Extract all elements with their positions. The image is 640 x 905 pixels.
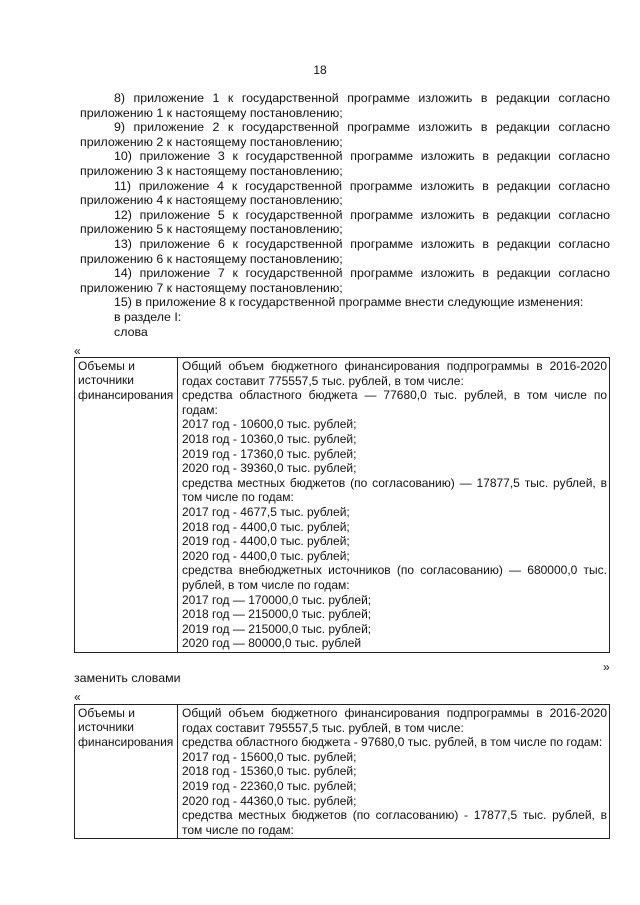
extra-year: 2020 год — 80000,0 тыс. рублей	[182, 636, 362, 651]
funding-intro: Общий объем бюджетного финансирования подпрограммы в 2016-2020 годах составит 775557,5 тыс. рублей, в том числе:	[182, 359, 607, 388]
local-budget: средства местных бюджетов (по согласованию) - 17877,5 тыс. рублей, в том числе по годам:	[182, 808, 607, 837]
open-quote: «	[74, 344, 81, 358]
list-item: 11) приложение 4 к государственной программе изложить в редакции согласно приложению 4 к настоящему постановлению;	[80, 178, 610, 208]
replace-label: заменить словами	[74, 671, 181, 685]
close-quote: »	[603, 660, 610, 674]
regional-year: 2020 год - 39360,0 тыс. рублей;	[182, 461, 357, 476]
extra-year: 2018 год — 215000,0 тыс. рублей;	[182, 607, 372, 622]
extra-year: 2017 год — 170000,0 тыс. рублей;	[182, 592, 372, 607]
local-year: 2020 год - 4400,0 тыс. рублей;	[182, 548, 350, 563]
local-year: 2017 год - 4677,5 тыс. рублей;	[182, 504, 350, 519]
regional-year: 2019 год - 22360,0 тыс. рублей;	[182, 778, 357, 793]
words-label: слова	[114, 324, 148, 339]
funding-table-new	[74, 704, 610, 839]
list-item: 10) приложение 3 к государственной программе изложить в редакции согласно приложению 3 к настоящему постановлению;	[80, 149, 610, 178]
page-number: 18	[313, 63, 327, 77]
local-year: 2018 год - 4400,0 тыс. рублей;	[182, 519, 350, 534]
list-item: 9) приложение 2 к государственной программе изложить в редакции согласно приложению 2 к настоящему постановлению;	[80, 120, 610, 149]
local-year: 2019 год - 4400,0 тыс. рублей;	[182, 534, 350, 549]
amendment-list	[80, 91, 610, 339]
list-item: 12) приложение 5 к государственной программе изложить в редакции согласно приложению 5 к настоящему постановлению;	[80, 207, 610, 237]
funding-table-old	[74, 357, 610, 653]
regional-year: 2019 год - 17360,0 тыс. рублей;	[182, 446, 357, 461]
local-budget: средства местных бюджетов (по согласованию) — 17877,5 тыс. рублей, в том числе по годам:	[182, 475, 607, 505]
list-item: 13) приложение 6 к государственной программе изложить в редакции согласно приложению 6 к настоящему постановлению;	[80, 236, 610, 266]
funding-details	[178, 705, 610, 839]
funding-label: Объемы и источники финансирования	[75, 705, 178, 839]
funding-label: Объемы и источники финансирования	[75, 358, 178, 653]
extra-year: 2019 год — 215000,0 тыс. рублей;	[182, 621, 372, 636]
funding-details	[178, 358, 610, 653]
regional-year: 2017 год - 15600,0 тыс. рублей;	[182, 749, 357, 764]
section-reference: в разделе I:	[114, 309, 182, 324]
regional-year: 2018 год - 10360,0 тыс. рублей;	[182, 431, 357, 446]
regional-budget: средства областного бюджета — 77680,0 тыс. рублей, в том числе по годам:	[182, 388, 607, 417]
list-item: 14) приложение 7 к государственной программе изложить в редакции согласно приложению 7 к настоящему постановлению;	[80, 266, 610, 295]
regional-budget: средства областного бюджета - 97680,0 тыс. рублей, в том числе по годам:	[182, 735, 603, 750]
regional-year: 2017 год - 10600,0 тыс. рублей;	[182, 417, 357, 432]
open-quote-2: «	[74, 690, 81, 704]
list-item: 8) приложение 1 к государственной программе изложить в редакции согласно приложению 1 к настоящему постановлению;	[80, 91, 610, 120]
regional-year: 2018 год - 15360,0 тыс. рублей;	[182, 764, 357, 779]
list-item-15: 15) в приложение 8 к государственной программе внести следующие изменения:	[114, 295, 584, 310]
regional-year: 2020 год - 44360,0 тыс. рублей;	[182, 793, 357, 808]
extra-budget: средства внебюджетных источников (по согласованию) — 680000,0 тыс. рублей, в том числе по годам:	[182, 563, 607, 592]
funding-intro: Общий объем бюджетного финансирования подпрограммы в 2016-2020 годах составит 795557,5 тыс. рублей, в том числе:	[182, 706, 607, 735]
